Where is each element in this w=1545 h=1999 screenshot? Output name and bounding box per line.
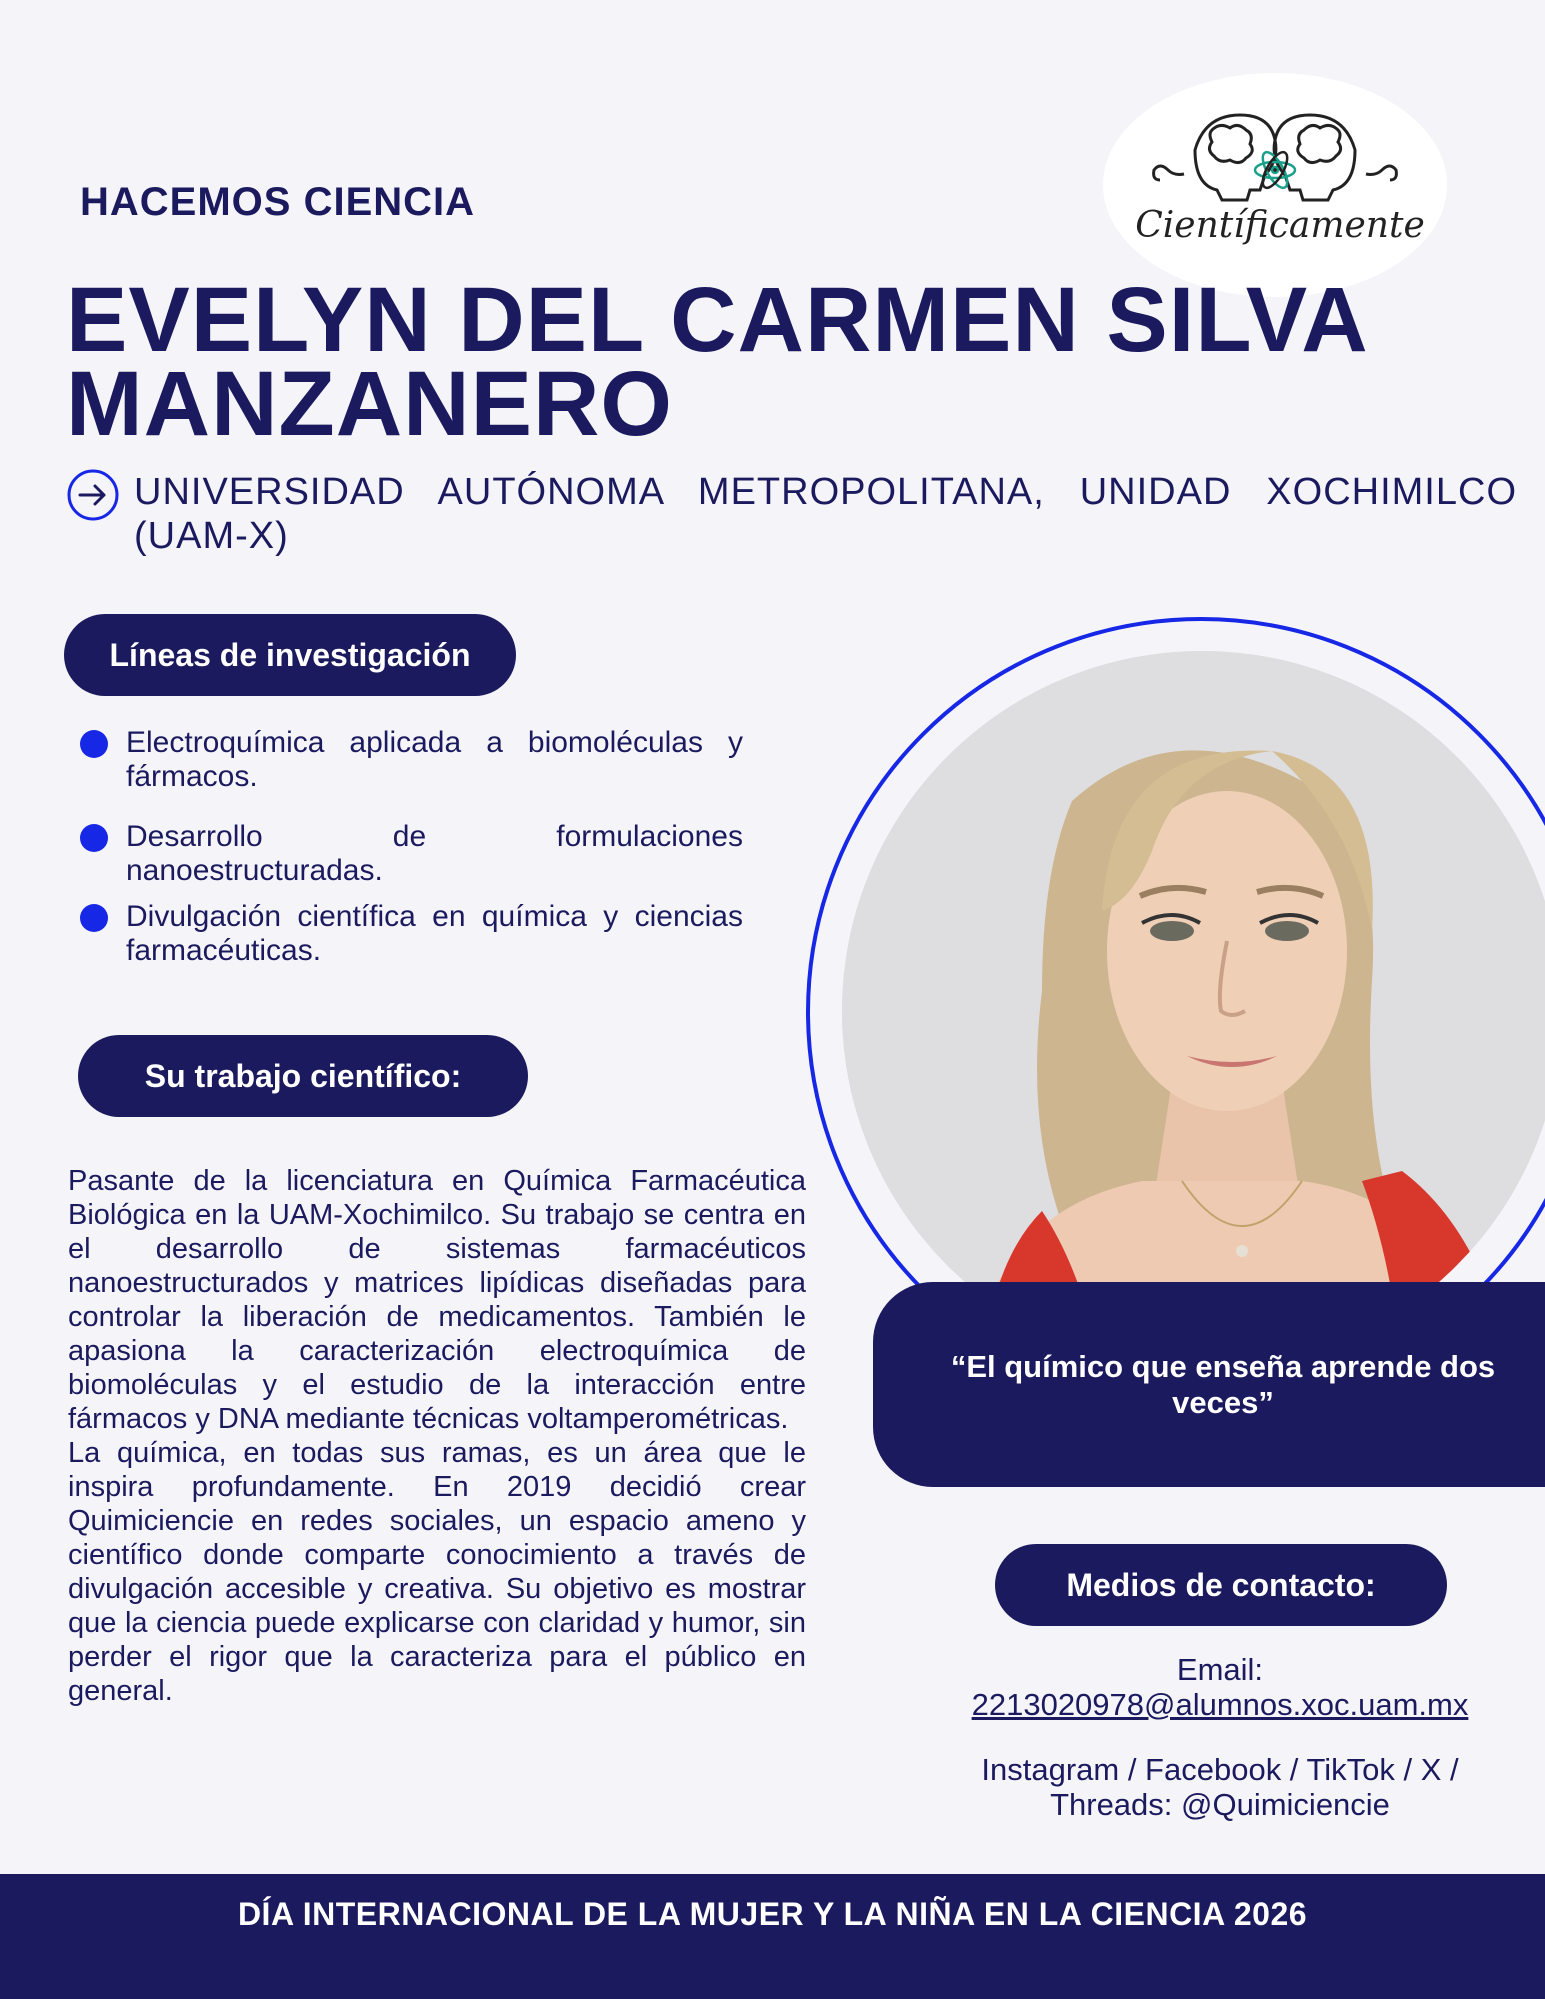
affiliation: UNIVERSIDAD AUTÓNOMA METROPOLITANA, UNIDAD XOCHIMILCO (UAM-X) [134, 471, 1517, 557]
footer-bar [0, 1874, 1545, 1999]
footer-text: DÍA INTERNACIONAL DE LA MUJER Y LA NIÑA EN LA CIENCIA 2026 [237, 1896, 1308, 1932]
research-lines-heading: Líneas de investigación [64, 614, 516, 696]
bio-text [68, 1164, 806, 1708]
profile-photo [842, 651, 1545, 1371]
quote-box [873, 1282, 1545, 1487]
scientist-name: EVELYN DEL CARMEN SILVA MANZANERO [66, 269, 1366, 455]
contact-heading: Medios de contacto: [995, 1544, 1447, 1626]
list-item: Desarrollo de formulaciones nanoestructuradas. [78, 820, 743, 888]
cientificamente-logo [1100, 70, 1450, 300]
list-item: Electroquímica aplicada a biomoléculas y fármacos. [78, 726, 743, 794]
arrow-right-circle-icon [66, 468, 120, 522]
bio-paragraph: La química, en todas sus ramas, es un área que le inspira profundamente. En 2019 decidió crear Quimiciencie en redes sociales, un espacio ameno y científico donde comparte conocimiento a través de divulgación accesible y creativa. Su objetivo es mostrar que la ciencia puede explicarse con claridad y humor, sin perder el rigor que la caracteriza para el público en general. [68, 1437, 806, 1707]
kicker-heading: HACEMOS CIENCIA [80, 180, 476, 224]
social-handles-line2: Threads: @Quimiciencie [1050, 1787, 1390, 1822]
bio-paragraph: Pasante de la licenciatura en Química Farmacéutica Biológica en la UAM-Xochimilco. Su trabajo se centra en el desarrollo de sistemas farmacéuticos nanoestructurados y matrices lipídicas diseñadas para controlar la liberación de medicamentos. También le apasiona la caracterización electroquímica de biomoléculas y el estudio de la interacción entre fármacos y DNA mediante técnicas voltamperométricas. [68, 1165, 806, 1435]
scientific-work-heading: Su trabajo científico: [78, 1035, 528, 1117]
list-item: Divulgación científica en química y ciencias farmacéuticas. [78, 900, 743, 968]
logo-wordmark: Científicamente [1135, 205, 1425, 246]
portrait-illustration [842, 651, 1545, 1371]
quote-text: “El químico que enseña aprende dos veces” [950, 1348, 1496, 1420]
email-label: Email: [1176, 1652, 1264, 1687]
contact-info [880, 1652, 1545, 1822]
bullet-dot-icon [80, 730, 108, 758]
email-link[interactable]: 2213020978@alumnos.xoc.uam.mx [971, 1687, 1469, 1722]
bullet-dot-icon [80, 824, 108, 852]
social-handles-line1: Instagram / Facebook / TikTok / X / [981, 1752, 1459, 1787]
research-list [78, 726, 743, 968]
bullet-dot-icon [80, 904, 108, 932]
